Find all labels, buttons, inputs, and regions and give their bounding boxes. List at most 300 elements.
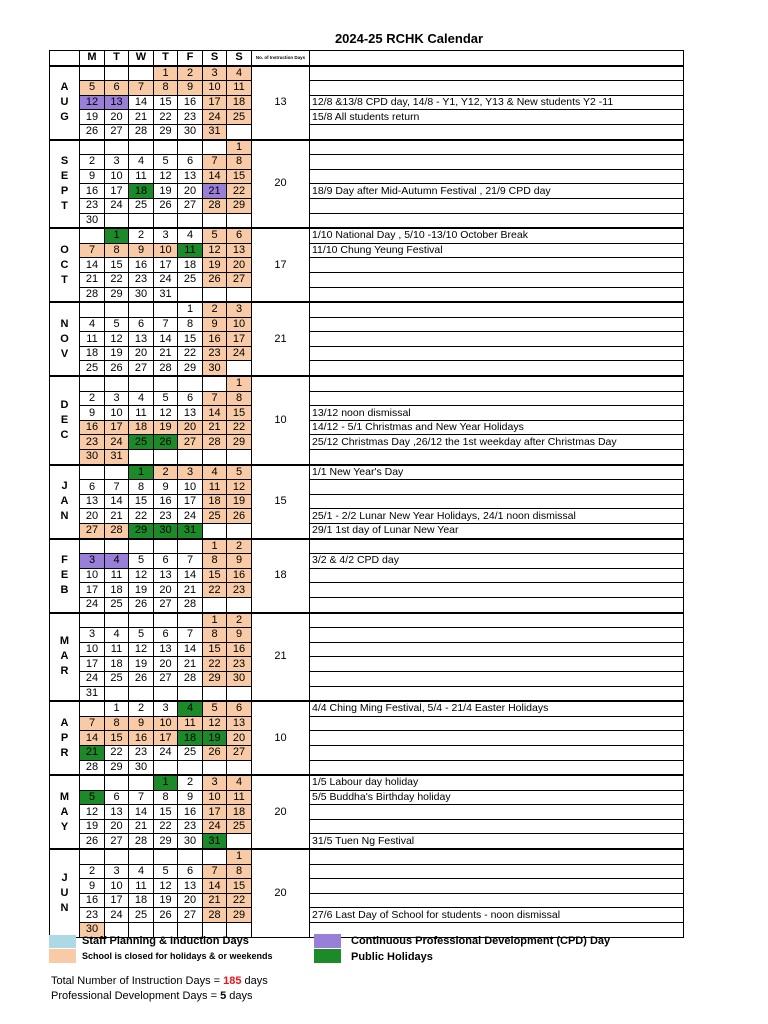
week-row — [50, 287, 684, 302]
day-cell — [227, 450, 252, 465]
day-cell: 31 — [203, 834, 227, 849]
day-cell: 18 — [105, 583, 129, 598]
day-cell: 24 — [203, 819, 227, 834]
event-note — [310, 760, 684, 775]
day-cell — [178, 849, 203, 864]
week-row — [50, 509, 684, 524]
day-cell: 3 — [80, 628, 105, 643]
week-row — [50, 701, 684, 716]
header-day: F — [178, 51, 203, 66]
day-cell — [80, 539, 105, 554]
day-cell — [105, 66, 129, 81]
week-row — [50, 155, 684, 170]
day-cell: 3 — [105, 391, 129, 406]
day-cell: 26 — [154, 908, 178, 923]
day-cell: 25 — [129, 198, 154, 213]
week-row — [50, 228, 684, 243]
day-cell: 30 — [227, 671, 252, 686]
day-cell: 20 — [154, 583, 178, 598]
day-cell: 23 — [154, 509, 178, 524]
legend-cpd: Continuous Professional Development (CPD) Day — [351, 935, 611, 947]
day-cell: 9 — [154, 480, 178, 495]
month-label: A U G — [50, 66, 80, 140]
day-cell — [203, 597, 227, 612]
day-cell: 24 — [154, 272, 178, 287]
week-row — [50, 406, 684, 421]
event-note — [310, 628, 684, 643]
day-cell: 16 — [80, 420, 105, 435]
week-row — [50, 539, 684, 554]
day-cell: 31 — [178, 524, 203, 539]
day-cell: 25 — [203, 509, 227, 524]
day-cell: 13 — [178, 406, 203, 421]
day-cell: 9 — [203, 317, 227, 332]
day-cell — [203, 287, 227, 302]
day-cell — [129, 140, 154, 155]
day-cell: 8 — [203, 554, 227, 569]
day-cell — [203, 213, 227, 228]
day-cell: 10 — [80, 568, 105, 583]
day-cell: 1 — [129, 465, 154, 480]
day-cell: 21 — [105, 509, 129, 524]
event-note — [310, 124, 684, 139]
day-cell: 10 — [203, 81, 227, 96]
event-note — [310, 361, 684, 376]
day-cell: 7 — [129, 81, 154, 96]
day-cell — [203, 140, 227, 155]
day-cell: 3 — [227, 302, 252, 317]
day-cell: 25 — [227, 110, 252, 125]
day-cell: 1 — [154, 66, 178, 81]
day-cell — [203, 760, 227, 775]
day-cell: 16 — [203, 332, 227, 347]
day-cell: 1 — [178, 302, 203, 317]
event-note — [310, 198, 684, 213]
day-cell: 14 — [129, 95, 154, 110]
day-cell: 9 — [80, 406, 105, 421]
day-cell: 21 — [80, 272, 105, 287]
day-cell: 6 — [154, 628, 178, 643]
day-cell: 25 — [129, 435, 154, 450]
day-cell: 27 — [105, 124, 129, 139]
week-row — [50, 642, 684, 657]
event-note — [310, 169, 684, 184]
day-cell: 9 — [227, 554, 252, 569]
day-cell: 7 — [203, 864, 227, 879]
day-cell: 27 — [178, 435, 203, 450]
legend-swatch-cpd — [314, 934, 341, 948]
event-note: 1/5 Labour day holiday — [310, 775, 684, 790]
day-cell: 27 — [154, 597, 178, 612]
day-cell: 24 — [105, 908, 129, 923]
day-cell: 15 — [178, 332, 203, 347]
day-cell: 15 — [105, 731, 129, 746]
day-cell: 17 — [154, 258, 178, 273]
week-row — [50, 613, 684, 628]
event-note — [310, 272, 684, 287]
day-cell: 5 — [203, 701, 227, 716]
month-label: J A N — [50, 465, 80, 539]
day-cell: 5 — [80, 81, 105, 96]
day-cell: 7 — [203, 155, 227, 170]
day-cell: 5 — [129, 628, 154, 643]
day-cell: 21 — [203, 420, 227, 435]
day-cell: 8 — [105, 243, 129, 258]
header-instruction-days: No. of Instruction Days — [252, 51, 310, 66]
day-cell: 15 — [129, 494, 154, 509]
day-cell: 8 — [227, 864, 252, 879]
day-cell — [178, 140, 203, 155]
day-cell: 24 — [154, 745, 178, 760]
day-cell — [80, 302, 105, 317]
day-cell: 30 — [80, 450, 105, 465]
day-cell: 8 — [227, 391, 252, 406]
day-cell: 28 — [154, 361, 178, 376]
day-cell: 10 — [154, 716, 178, 731]
day-cell: 12 — [80, 805, 105, 820]
day-cell: 24 — [80, 597, 105, 612]
day-cell: 29 — [227, 435, 252, 450]
event-note — [310, 745, 684, 760]
day-cell: 1 — [227, 849, 252, 864]
event-note: 31/5 Tuen Ng Festival — [310, 834, 684, 849]
day-cell — [154, 140, 178, 155]
instruction-days-count: 15 — [252, 465, 310, 539]
day-cell: 12 — [129, 568, 154, 583]
day-cell: 26 — [154, 198, 178, 213]
day-cell: 7 — [154, 317, 178, 332]
day-cell — [178, 376, 203, 391]
event-note — [310, 539, 684, 554]
day-cell: 16 — [129, 731, 154, 746]
calendar-table — [49, 50, 684, 938]
day-cell — [129, 302, 154, 317]
day-cell: 10 — [105, 406, 129, 421]
day-cell: 10 — [178, 480, 203, 495]
event-note: 1/1 New Year's Day — [310, 465, 684, 480]
day-cell: 24 — [227, 346, 252, 361]
month-label: O C T — [50, 228, 80, 302]
day-cell: 19 — [154, 420, 178, 435]
event-note — [310, 568, 684, 583]
day-cell: 17 — [80, 583, 105, 598]
day-cell — [227, 760, 252, 775]
week-row — [50, 834, 684, 849]
day-cell — [227, 834, 252, 849]
day-cell: 12 — [80, 95, 105, 110]
day-cell: 18 — [80, 346, 105, 361]
week-row — [50, 775, 684, 790]
day-cell: 12 — [227, 480, 252, 495]
day-cell: 7 — [129, 790, 154, 805]
event-note: 15/8 All students return — [310, 110, 684, 125]
instruction-days-count: 10 — [252, 701, 310, 775]
day-cell: 23 — [129, 745, 154, 760]
day-cell: 7 — [178, 628, 203, 643]
day-cell — [105, 849, 129, 864]
day-cell — [154, 686, 178, 701]
week-row — [50, 671, 684, 686]
day-cell — [178, 450, 203, 465]
day-cell: 26 — [129, 597, 154, 612]
day-cell: 4 — [129, 864, 154, 879]
day-cell: 9 — [178, 790, 203, 805]
day-cell: 15 — [203, 568, 227, 583]
day-cell — [129, 450, 154, 465]
day-cell: 30 — [154, 524, 178, 539]
week-row — [50, 628, 684, 643]
day-cell: 29 — [105, 287, 129, 302]
event-note — [310, 66, 684, 81]
week-row — [50, 450, 684, 465]
day-cell — [129, 539, 154, 554]
day-cell: 24 — [178, 509, 203, 524]
week-row — [50, 716, 684, 731]
day-cell — [80, 775, 105, 790]
day-cell: 20 — [105, 819, 129, 834]
event-note — [310, 140, 684, 155]
week-row — [50, 864, 684, 879]
day-cell — [154, 450, 178, 465]
day-cell — [227, 597, 252, 612]
day-cell: 22 — [227, 184, 252, 199]
month-label: J U N — [50, 849, 80, 937]
day-cell: 14 — [178, 568, 203, 583]
week-row — [50, 110, 684, 125]
day-cell: 15 — [154, 95, 178, 110]
day-cell: 27 — [227, 745, 252, 760]
day-cell: 16 — [80, 893, 105, 908]
page-title: 2024-25 RCHK Calendar — [334, 31, 484, 46]
day-cell — [105, 539, 129, 554]
total-instruction-unit: days — [241, 975, 268, 987]
day-cell: 12 — [154, 169, 178, 184]
day-cell: 11 — [178, 716, 203, 731]
day-cell: 6 — [227, 701, 252, 716]
week-row — [50, 420, 684, 435]
day-cell: 25 — [105, 671, 129, 686]
event-note: 3/2 & 4/2 CPD day — [310, 554, 684, 569]
week-row — [50, 524, 684, 539]
day-cell: 5 — [80, 790, 105, 805]
day-cell: 11 — [227, 81, 252, 96]
day-cell: 25 — [105, 597, 129, 612]
week-row — [50, 657, 684, 672]
day-cell: 22 — [203, 657, 227, 672]
event-note — [310, 849, 684, 864]
day-cell: 9 — [178, 81, 203, 96]
day-cell: 12 — [154, 879, 178, 894]
day-cell: 2 — [154, 465, 178, 480]
day-cell: 23 — [80, 198, 105, 213]
week-row — [50, 805, 684, 820]
day-cell: 4 — [203, 465, 227, 480]
day-cell: 1 — [154, 775, 178, 790]
day-cell: 4 — [178, 228, 203, 243]
day-cell: 15 — [154, 805, 178, 820]
day-cell: 1 — [105, 701, 129, 716]
day-cell: 21 — [203, 184, 227, 199]
week-row — [50, 849, 684, 864]
month-label: D E C — [50, 376, 80, 465]
day-cell: 12 — [154, 406, 178, 421]
week-row — [50, 465, 684, 480]
day-cell: 15 — [227, 879, 252, 894]
day-cell: 19 — [105, 346, 129, 361]
event-note: 5/5 Buddha's Birthday holiday — [310, 790, 684, 805]
day-cell: 29 — [105, 760, 129, 775]
day-cell: 30 — [129, 287, 154, 302]
day-cell — [227, 361, 252, 376]
week-row — [50, 81, 684, 96]
day-cell — [154, 760, 178, 775]
event-note: 25/12 Christmas Day ,26/12 the 1st weekday after Christmas Day — [310, 435, 684, 450]
day-cell: 10 — [105, 169, 129, 184]
day-cell: 10 — [203, 790, 227, 805]
week-row — [50, 893, 684, 908]
day-cell: 28 — [178, 597, 203, 612]
week-row — [50, 480, 684, 495]
day-cell: 20 — [105, 110, 129, 125]
day-cell: 2 — [178, 66, 203, 81]
day-cell: 2 — [178, 775, 203, 790]
day-cell: 11 — [105, 568, 129, 583]
event-note — [310, 258, 684, 273]
week-row — [50, 272, 684, 287]
instruction-days-count: 21 — [252, 302, 310, 376]
day-cell: 4 — [105, 554, 129, 569]
day-cell: 28 — [80, 287, 105, 302]
day-cell — [178, 686, 203, 701]
week-row — [50, 435, 684, 450]
event-note — [310, 332, 684, 347]
day-cell: 10 — [154, 243, 178, 258]
day-cell — [80, 849, 105, 864]
event-note: 14/12 - 5/1 Christmas and New Year Holidays — [310, 420, 684, 435]
day-cell — [105, 775, 129, 790]
instruction-days-count: 20 — [252, 775, 310, 849]
day-cell: 21 — [178, 583, 203, 598]
day-cell — [129, 686, 154, 701]
day-cell: 22 — [178, 346, 203, 361]
day-cell: 16 — [227, 642, 252, 657]
day-cell: 29 — [227, 908, 252, 923]
day-cell — [129, 775, 154, 790]
day-cell: 9 — [129, 243, 154, 258]
day-cell: 19 — [129, 583, 154, 598]
day-cell: 26 — [80, 834, 105, 849]
day-cell: 14 — [80, 258, 105, 273]
day-cell — [154, 613, 178, 628]
day-cell — [227, 213, 252, 228]
day-cell: 29 — [178, 361, 203, 376]
day-cell: 6 — [105, 790, 129, 805]
legend-closed: School is closed for holidays & or weekends — [82, 951, 273, 961]
day-cell: 20 — [178, 184, 203, 199]
day-cell: 11 — [227, 790, 252, 805]
day-cell — [203, 376, 227, 391]
day-cell: 16 — [154, 494, 178, 509]
day-cell: 29 — [203, 671, 227, 686]
event-note — [310, 81, 684, 96]
day-cell — [154, 539, 178, 554]
week-row — [50, 332, 684, 347]
day-cell: 19 — [80, 110, 105, 125]
day-cell: 13 — [227, 243, 252, 258]
day-cell: 15 — [203, 642, 227, 657]
day-cell: 14 — [154, 332, 178, 347]
day-cell: 23 — [80, 908, 105, 923]
day-cell: 18 — [129, 184, 154, 199]
week-row — [50, 391, 684, 406]
day-cell — [105, 376, 129, 391]
day-cell: 2 — [80, 864, 105, 879]
event-note — [310, 819, 684, 834]
day-cell: 24 — [105, 198, 129, 213]
day-cell: 17 — [227, 332, 252, 347]
event-note — [310, 213, 684, 228]
total-pd-label: Professional Development Days = — [51, 990, 221, 1002]
event-note — [310, 864, 684, 879]
week-row — [50, 908, 684, 923]
day-cell — [80, 66, 105, 81]
event-note — [310, 391, 684, 406]
day-cell: 18 — [129, 893, 154, 908]
day-cell: 13 — [154, 568, 178, 583]
day-cell: 28 — [129, 124, 154, 139]
day-cell: 1 — [203, 539, 227, 554]
event-note: 1/10 National Day , 5/10 -13/10 October Break — [310, 228, 684, 243]
day-cell — [105, 302, 129, 317]
day-cell: 8 — [154, 81, 178, 96]
day-cell: 3 — [105, 864, 129, 879]
day-cell: 23 — [227, 657, 252, 672]
day-cell: 17 — [105, 893, 129, 908]
day-cell: 20 — [80, 509, 105, 524]
day-cell: 19 — [227, 494, 252, 509]
day-cell: 16 — [227, 568, 252, 583]
day-cell: 9 — [80, 879, 105, 894]
day-cell: 20 — [154, 657, 178, 672]
instruction-days-count: 20 — [252, 849, 310, 937]
day-cell: 29 — [227, 198, 252, 213]
day-cell: 21 — [129, 819, 154, 834]
day-cell: 29 — [129, 524, 154, 539]
totals — [51, 974, 268, 1004]
event-note: 4/4 Ching Ming Festival, 5/4 - 21/4 Easter Holidays — [310, 701, 684, 716]
day-cell — [129, 376, 154, 391]
day-cell: 3 — [105, 155, 129, 170]
instruction-days-count: 10 — [252, 376, 310, 465]
day-cell: 27 — [80, 524, 105, 539]
day-cell — [178, 613, 203, 628]
day-cell: 6 — [80, 480, 105, 495]
legend-swatch-public — [314, 949, 341, 963]
day-cell: 26 — [203, 272, 227, 287]
day-cell: 15 — [227, 169, 252, 184]
event-note — [310, 879, 684, 894]
day-cell: 10 — [105, 879, 129, 894]
event-note — [310, 155, 684, 170]
day-cell: 13 — [178, 169, 203, 184]
day-cell: 18 — [227, 805, 252, 820]
header-day: W — [129, 51, 154, 66]
day-cell: 26 — [203, 745, 227, 760]
day-cell: 18 — [178, 731, 203, 746]
month-label: S E P T — [50, 140, 80, 229]
day-cell: 13 — [178, 879, 203, 894]
day-cell: 20 — [178, 893, 203, 908]
